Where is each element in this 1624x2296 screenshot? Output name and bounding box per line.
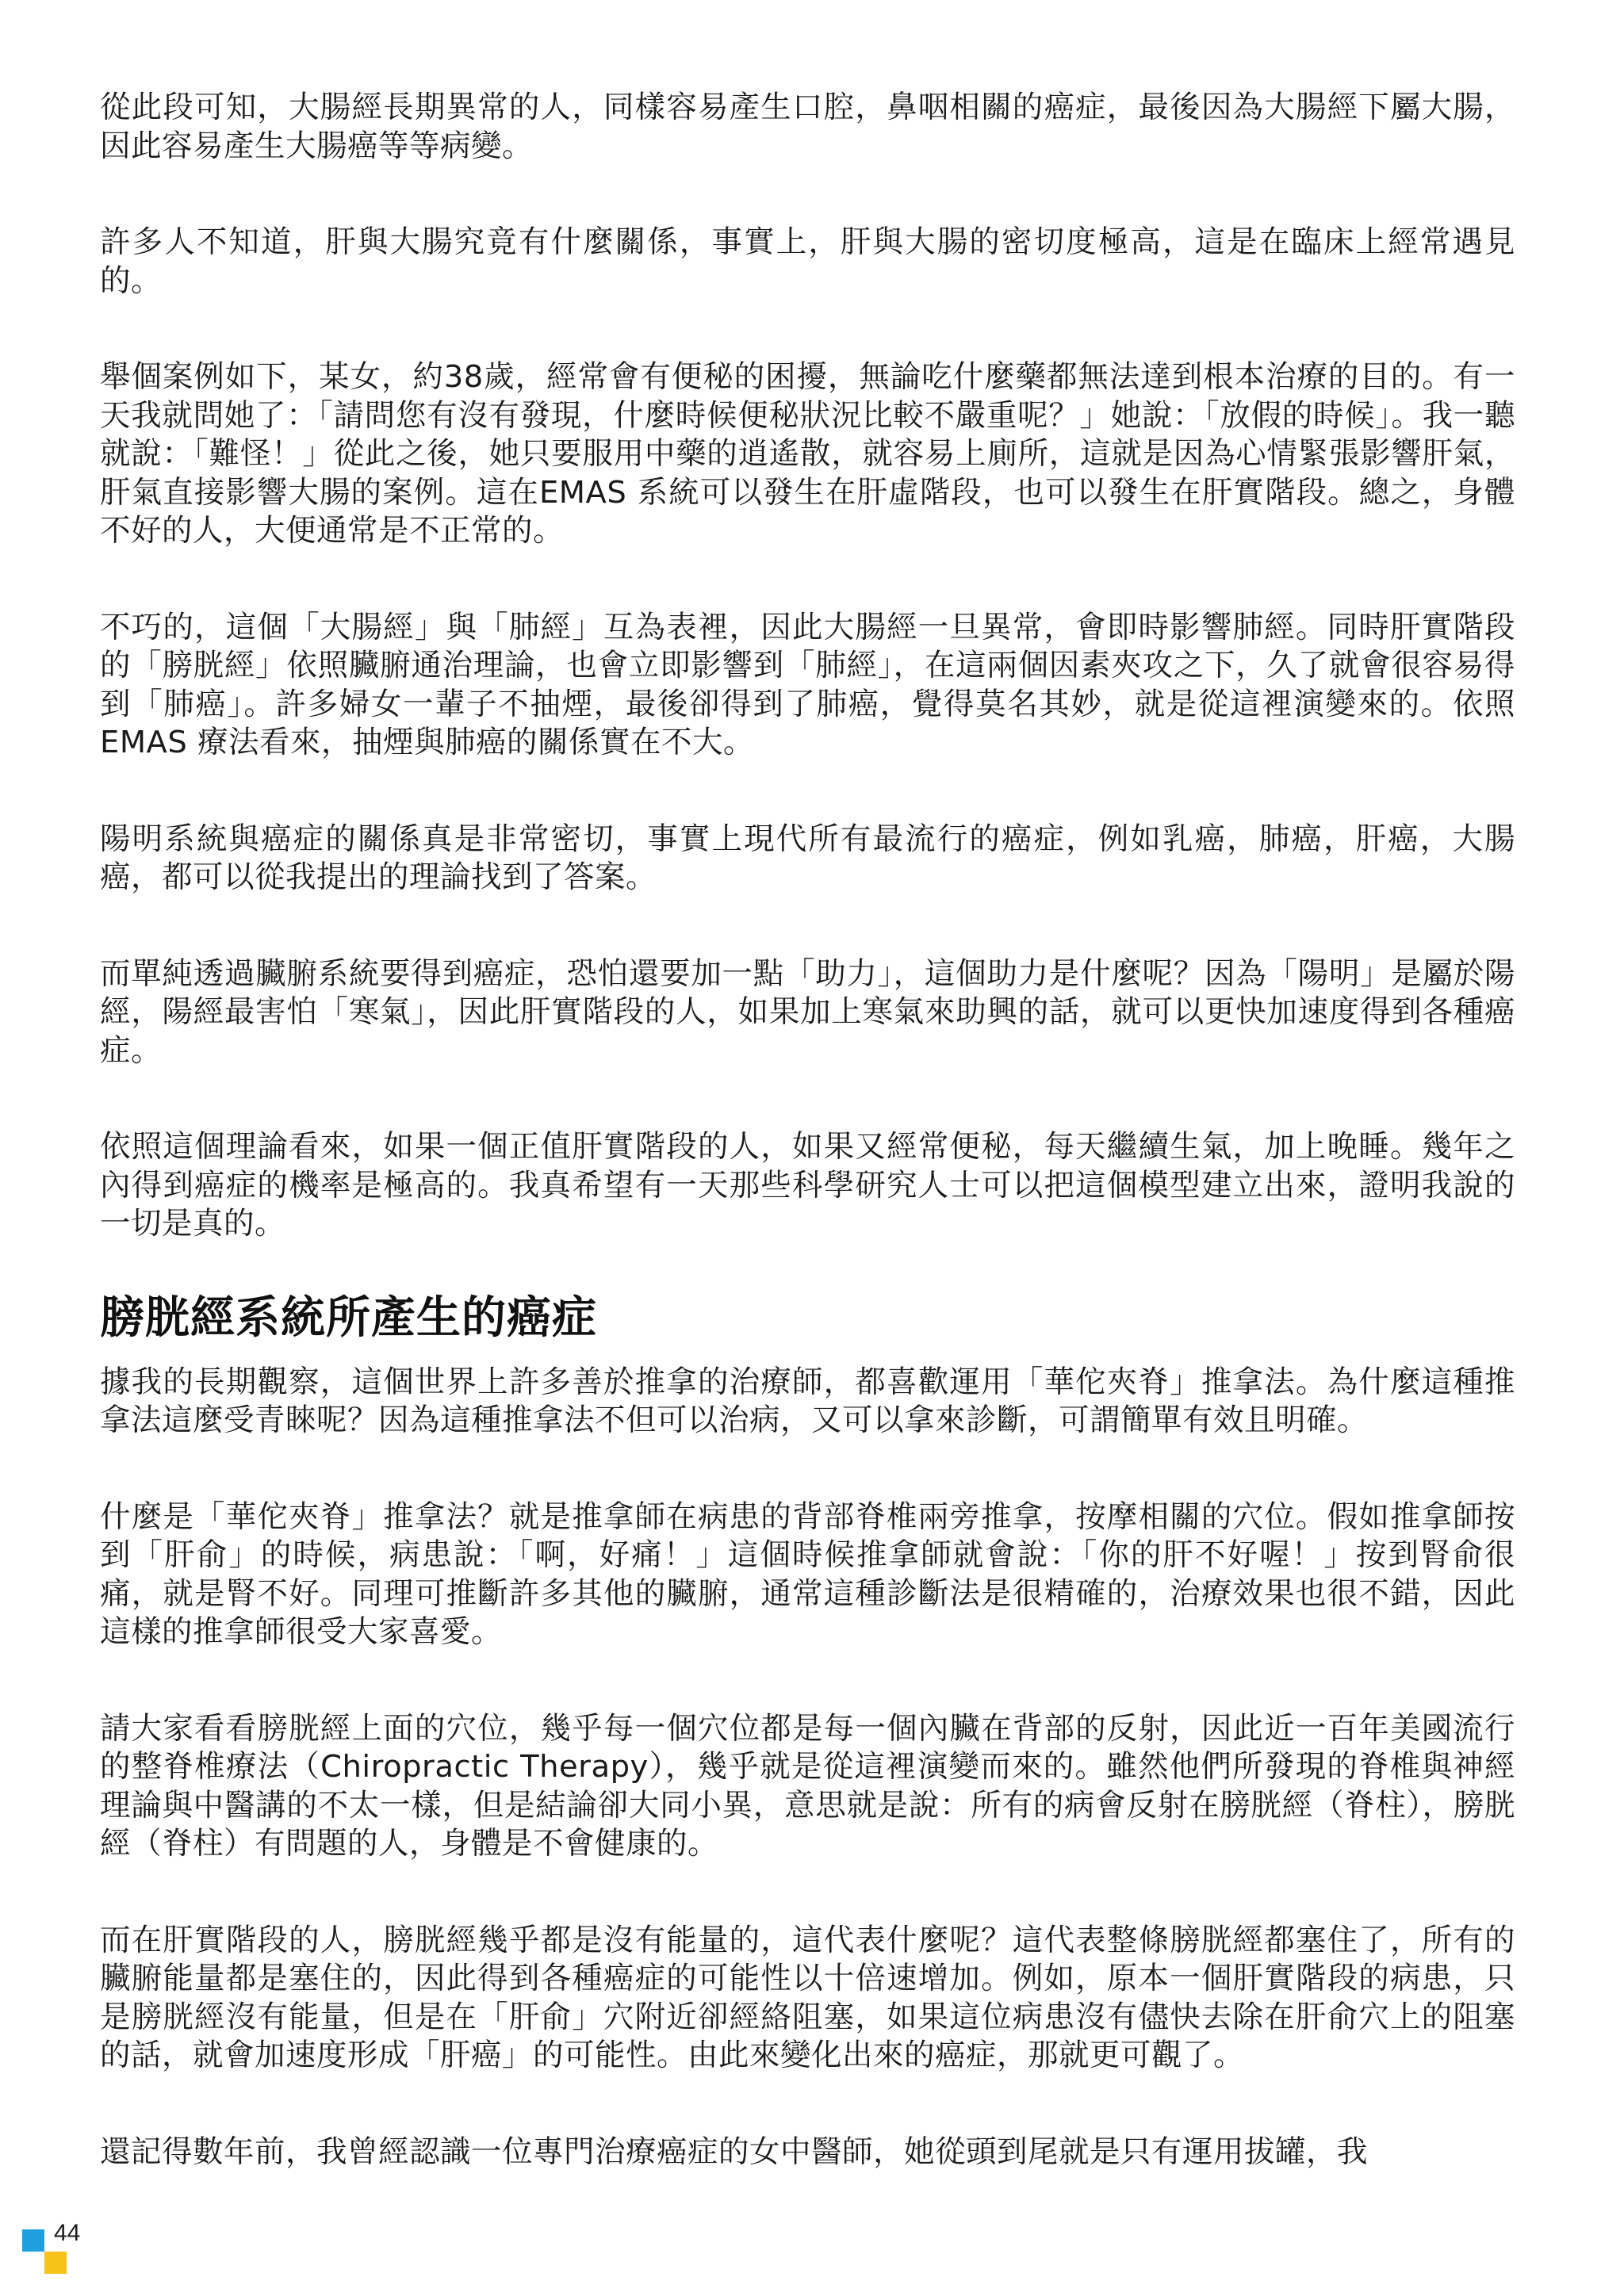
paragraph-7: 依照這個理論看來，如果一個正值肝實階段的人，如果又經常便秘，每天繼續生氣，加上晚睡。幾年之內得到癌症的機率是極高的。我真希望有一天那些科學研究人士可以把這個模型建立出來，證明我說的一切是真的。: [100, 1129, 1515, 1242]
page-footer: [22, 2220, 117, 2283]
paragraph-3: 舉個案例如下，某女，約38歲，經常會有便秘的困擾，無論吃什麼藥都無法達到根本治療的目的。有一天我就問她了：「請問您有沒有發現，什麼時候便秘狀況比較不嚴重呢？」她說：「放假的時候」。我一聽就說：「難怪！」從此之後，她只要服用中藥的逍遙散，就容易上廁所，這就是因為心情緊張影響肝氣，肝氣直接影響大腸的案例。這在EMAS 系統可以發生在肝虛階段，也可以發生在肝實階段。總之，身體不好的人，大便通常是不正常的。: [100, 359, 1515, 549]
page-number: 44: [54, 2220, 81, 2246]
paragraph-5: 陽明系統與癌症的關係真是非常密切，事實上現代所有最流行的癌症，例如乳癌，肺癌，肝癌，大腸癌，都可以從我提出的理論找到了答案。: [100, 821, 1515, 895]
paragraph-6: 而單純透過臟腑系統要得到癌症，恐怕還要加一點「助力」，這個助力是什麼呢？因為「陽明」是屬於陽經，陽經最害怕「寒氣」，因此肝實階段的人，如果加上寒氣來助興的話，就可以更快加速度得到各種癌症。: [100, 955, 1515, 1069]
paragraph-1: 從此段可知，大腸經長期異常的人，同樣容易產生口腔，鼻咽相關的癌症，最後因為大腸經下屬大腸，因此容易產生大腸癌等等病變。: [100, 90, 1515, 164]
paragraph-4: 不巧的，這個「大腸經」與「肺經」互為表裡，因此大腸經一旦異常，會即時影響肺經。同時肝實階段的「膀胱經」依照臟腑通治理論，也會立即影響到「肺經」，在這兩個因素夾攻之下，久了就會很容易得到「肺癌」。許多婦女一輩子不抽煙，最後卻得到了肺癌，覺得莫名其妙，就是從這裡演變來的。依照EMAS 療法看來，抽煙與肺癌的關係實在不大。: [100, 609, 1515, 760]
blue-square-icon: [22, 2229, 44, 2252]
paragraph-12: 還記得數年前，我曾經認識一位專門治療癌症的女中醫師，她從頭到尾就是只有運用拔罐，我: [100, 2133, 1369, 2170]
section-heading: 膀胱經系統所產生的癌症: [100, 1291, 597, 1344]
paragraph-11: 而在肝實階段的人，膀胱經幾乎都是沒有能量的，這代表什麼呢？這代表整條膀胱經都塞住了，所有的臟腑能量都是塞住的，因此得到各種癌症的可能性以十倍速增加。例如，原本一個肝實階段的病患，只是膀胱經沒有能量，但是在「肝俞」穴附近卻經絡阻塞，如果這位病患沒有儘快去除在肝俞穴上的阻塞的話，就會加速度形成「肝癌」的可能性。由此來變化出來的癌症，那就更可觀了。: [100, 1922, 1515, 2073]
yellow-square-icon: [44, 2252, 67, 2274]
paragraph-10: 請大家看看膀胱經上面的穴位，幾乎每一個穴位都是每一個內臟在背部的反射，因此近一百年美國流行的整脊椎療法（Chiropractic Therapy），幾乎就是從這裡演變而來的。雖然他們所發現的脊椎與神經理論與中醫講的不太一樣，但是結論卻大同小異，意思就是說：所有的病會反射在膀胱經（脊柱），膀胱經（脊柱）有問題的人，身體是不會健康的。: [100, 1710, 1515, 1862]
paragraph-2: 許多人不知道，肝與大腸究竟有什麼關係，事實上，肝與大腸的密切度極高，這是在臨床上經常遇見的。: [100, 224, 1515, 299]
paragraph-9: 什麼是「華佗夾脊」推拿法？就是推拿師在病患的背部脊椎兩旁推拿，按摩相關的穴位。假如推拿師按到「肝俞」的時候，病患說：「啊，好痛！」這個時候推拿師就會說：「你的肝不好喔！」按到腎俞很痛，就是腎不好。同理可推斷許多其他的臟腑，通常這種診斷法是很精確的，治療效果也很不錯，因此這樣的推拿師很受大家喜愛。: [100, 1498, 1515, 1650]
page-body: [100, 89, 1515, 2229]
paragraph-8: 據我的長期觀察，這個世界上許多善於推拿的治療師，都喜歡運用「華佗夾脊」推拿法。為什麼這種推拿法這麼受青睞呢？因為這種推拿法不但可以治病，又可以拿來診斷，可謂簡單有效且明確。: [100, 1364, 1515, 1438]
